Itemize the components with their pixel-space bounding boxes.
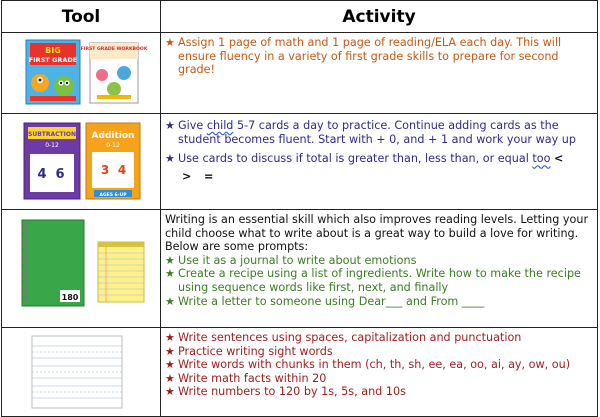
bullet-text: Write words with chunks in them (ch, th, sh, ee, ea, oo, ai, ay, ow, ou): [178, 358, 571, 372]
tool-cell-workbooks: [2, 33, 161, 114]
bullet-text: Write math facts within 20: [178, 371, 327, 385]
star-icon: ★: [165, 119, 175, 132]
svg-text:6: 6: [55, 167, 65, 182]
svg-text:4: 4: [37, 167, 47, 182]
bullet-text-start: Use cards to discuss if total is greater than, less than, or equal: [178, 152, 533, 166]
header-tool: Tool: [2, 1, 161, 33]
bullet-text: Use it as a journal to write about emotions: [178, 253, 417, 267]
list-item: [165, 267, 593, 294]
star-icon: ★: [165, 294, 175, 308]
bullet-text-end: 5-7 cards a day to practice. Continue adding cards as the student becomes fluent. Start with + 0, and + 1 and work your way up: [178, 119, 576, 146]
equal-symbol: =: [204, 169, 214, 183]
star-icon: ★: [165, 385, 175, 399]
list-item: [165, 254, 593, 268]
star-icon: ★: [165, 152, 175, 166]
book-title-big: FIRST GRADE: [28, 56, 78, 64]
list-item: [165, 331, 593, 345]
addition-range: 0-12: [106, 142, 120, 149]
writing-intro: Writing is an essential skill which also improves reading levels. Letting your child choose what to write about is a great way to build a love for writing. Below are some prompts:: [165, 213, 589, 254]
greater-than-symbol: >: [182, 169, 192, 183]
list-item: [165, 358, 593, 372]
bullet-text-start: Give: [178, 119, 207, 132]
flashcards-image: [2, 114, 161, 205]
list-item: [165, 152, 593, 166]
lined-paper-image: [2, 328, 161, 412]
header-row: [2, 1, 598, 33]
bullet-text: Assign 1 page of math and 1 page of reading/ELA each day. This will ensure fluency in a variety of first grade skills to prepare for second grade!: [178, 36, 562, 77]
spiral-notebook: [22, 220, 84, 306]
table-row: [2, 210, 598, 328]
star-icon: ★: [165, 331, 175, 344]
activity-cell-notebooks: [161, 210, 598, 328]
bullet-text: Write numbers to 120 by 1s, 5s, and 10s: [178, 385, 406, 399]
star-icon: ★: [165, 36, 175, 49]
list-item: [165, 36, 593, 77]
tool-cell-flashcards: [2, 114, 161, 210]
star-icon: ★: [165, 371, 175, 385]
star-icon: ★: [165, 267, 175, 281]
activity-cell-paper: [161, 328, 598, 417]
first-grade-workbook: [81, 43, 148, 103]
spelling-flag-child: child: [206, 119, 234, 132]
ages-badge: AGES 6-UP: [99, 193, 127, 198]
bullet-text: [178, 119, 593, 146]
list-item: [165, 295, 593, 309]
star-icon: ★: [165, 253, 175, 267]
activity-table: [1, 0, 598, 417]
book-title-small: BIG: [45, 46, 61, 55]
star-icon: ★: [165, 344, 175, 358]
subtraction-flashcards: [24, 123, 80, 199]
bullet-text: Write a letter to someone using Dear___ and From ____: [178, 294, 485, 308]
addition-flashcards: [86, 123, 140, 199]
activity-cell-workbooks: [161, 33, 598, 114]
big-first-grade-book: [26, 40, 80, 104]
table-row: [2, 33, 598, 114]
less-than-symbol: <: [554, 152, 564, 166]
svg-text:4: 4: [117, 163, 127, 177]
bullet-text: Practice writing sight words: [178, 344, 333, 358]
table-row: [2, 114, 598, 210]
list-item: [165, 345, 593, 359]
list-item: [165, 372, 593, 386]
notebooks-image: [2, 210, 161, 323]
svg-text:3: 3: [100, 163, 110, 177]
bullet-text: Create a recipe using a list of ingredients. Write how to make the recipe using sequence words like first, next, and finally: [178, 267, 581, 294]
comparison-symbols: [165, 170, 593, 184]
bullet-text: [178, 152, 563, 166]
tool-cell-notebooks: [2, 210, 161, 328]
tool-cell-paper: [2, 328, 161, 417]
subtraction-title: SUBTRACTION: [28, 131, 76, 138]
header-activity: Activity: [161, 1, 598, 33]
list-item: [165, 385, 593, 399]
bullet-text: Write sentences using spaces, capitalization and punctuation: [178, 331, 522, 344]
table-row: [2, 328, 598, 417]
addition-title: Addition: [91, 131, 135, 141]
activity-cell-flashcards: [161, 114, 598, 210]
subtraction-range: 0-12: [45, 142, 59, 149]
list-item: [165, 119, 593, 146]
star-icon: ★: [165, 358, 175, 372]
spelling-flag-too: too: [532, 152, 551, 166]
sheet-count: 180: [61, 293, 79, 302]
workbooks-image: [2, 33, 161, 109]
workbook-title: FIRST GRADE WORKBOOK: [80, 47, 148, 52]
yellow-legal-pad: [98, 242, 144, 302]
